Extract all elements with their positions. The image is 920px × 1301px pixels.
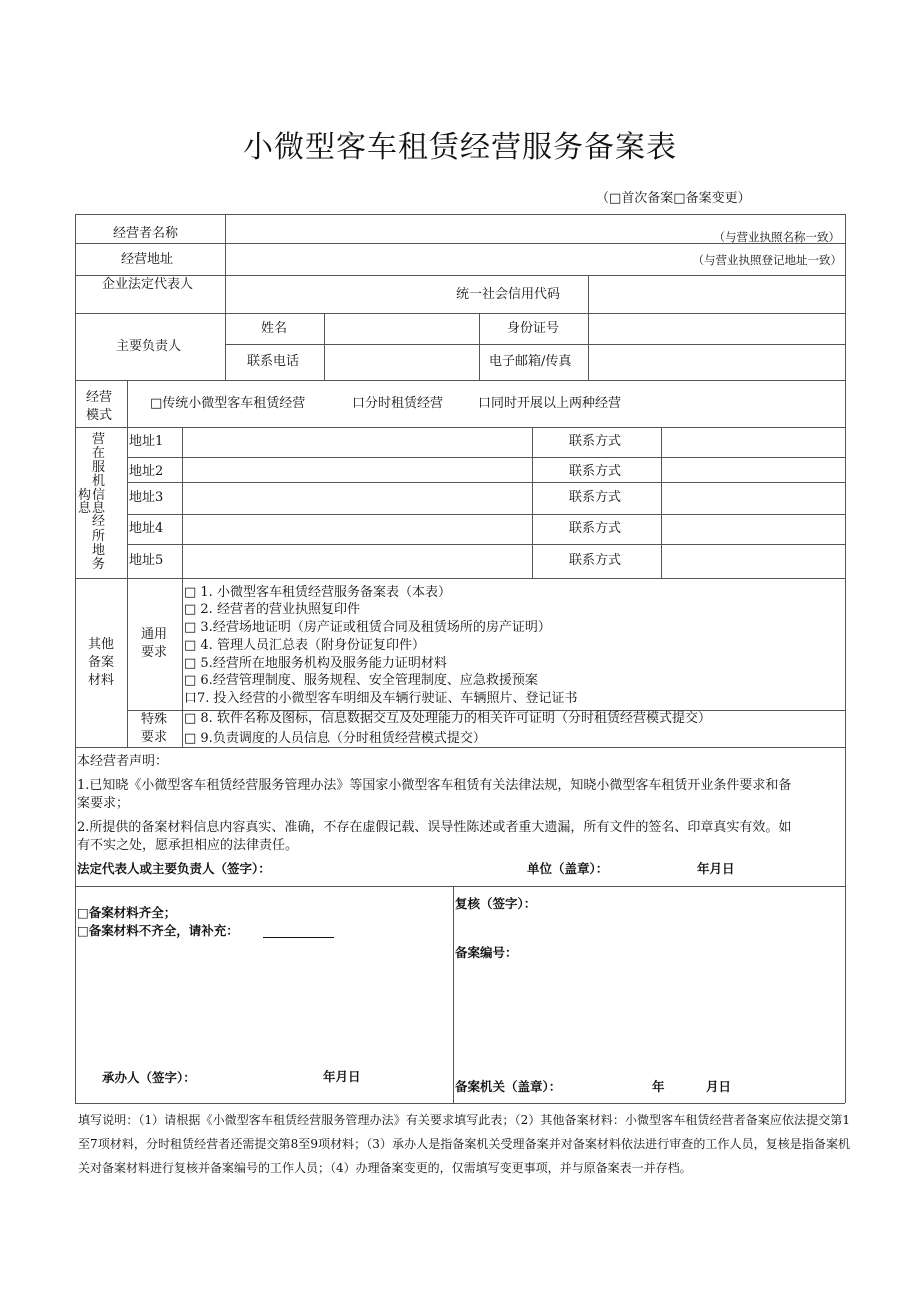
material-item-2[interactable]: □ 2. 经营者的营业执照复印件 xyxy=(184,602,360,617)
material-item-5[interactable]: □ 5.经营所在地服务机构及服务能力证明材料 xyxy=(184,656,447,671)
address-1-label: 地址1 xyxy=(129,434,164,449)
material-item-9[interactable]: □ 9.负责调度的人员信息（分时租赁经营模式提交） xyxy=(184,731,486,746)
principal-id-label: 身份证号 xyxy=(507,321,560,336)
checker-label: 复核（签字）： xyxy=(455,896,537,911)
page-title: 小微型客车租赁经营服务备案表 xyxy=(243,130,677,165)
contact-2-label: 联系方式 xyxy=(569,464,622,479)
handler-date: 年月日 xyxy=(323,1069,361,1084)
authority-label: 备案机关（盖章）： xyxy=(455,1079,562,1094)
principal-name-label: 姓名 xyxy=(261,321,288,336)
principal-label: 主要负责人 xyxy=(116,339,182,354)
label-char: 机 xyxy=(92,474,106,489)
credit-code-label: 统一社会信用代码 xyxy=(456,287,561,302)
operator-address-note: （与营业执照登记地址一致） xyxy=(692,253,842,267)
label-char: 服 xyxy=(92,460,106,475)
authority-year: 年 xyxy=(652,1079,665,1094)
materials-label-2: 备案 xyxy=(88,655,115,670)
materials-label: 其他 xyxy=(88,637,115,652)
date-label: 年月日 xyxy=(697,861,735,876)
declaration-line: 2.所提供的备案材料信息内容真实、准确，不存在虚假记载、误导性陈述或者重大遗漏，所有文件的签名、印章真实有效。如 xyxy=(77,820,792,835)
declaration-line: 1.已知晓《小微型客车租赁经营服务管理办法》等国家小微型客车租赁有关法律法规，知晓小微型客车租赁开业条件要求和备 xyxy=(77,778,792,793)
material-item-7[interactable]: 口7. 投入经营的小微型客车明细及车辆行驶证、车辆照片、登记证书 xyxy=(184,691,578,706)
operator-name-note: （与营业执照名称一致） xyxy=(713,230,840,244)
contact-5-label: 联系方式 xyxy=(569,553,622,568)
label-char: 经 xyxy=(92,514,106,529)
material-item-6[interactable]: □ 6.经营管理制度、服务规程、安全管理制度、应急救援预案 xyxy=(184,673,538,688)
label-char: 所 xyxy=(92,529,106,544)
material-item-3[interactable]: □ 3.经营场地证明（房产证或租赁合同及租赁场所的房产证明） xyxy=(184,620,551,635)
declaration-heading: 本经营者声明： xyxy=(77,754,169,769)
principal-email-label: 电子邮箱/传真 xyxy=(489,354,572,369)
filling-instructions: 填写说明：（1）请根据《小微型客车租赁经营服务管理办法》有关要求填写此表；（2）其他备案材料：小微型客车租赁经营者备案应依法提交第1至7项材料，分时租赁经营者还需提交第8至9项材料；（3）承办人是指备案机关受理备案并对备案材料依法进行审查的工作人员，复核是指备案机关对备案材料进行复核并备案编号的工作人员；（4）办理备案变更的，仅需填写变更事项，并与原备案表一并存档。 xyxy=(78,1113,850,1175)
contact-1-label: 联系方式 xyxy=(569,434,622,449)
material-item-4[interactable]: □ 4. 管理人员汇总表（附身份证复印件） xyxy=(184,638,425,653)
filing-number-label: 备案编号： xyxy=(455,945,518,960)
materials-label-3: 材料 xyxy=(88,673,115,688)
handler-label: 承办人（签字）： xyxy=(102,1070,196,1085)
authority-monthday: 月日 xyxy=(706,1079,732,1094)
label-char: 营 xyxy=(92,432,106,447)
operator-address-label: 经营地址 xyxy=(121,252,174,267)
supplement-blank[interactable] xyxy=(263,937,334,938)
general-req-label: 通用 xyxy=(141,627,168,642)
operator-name-label: 经营者名称 xyxy=(113,226,179,241)
label-char: 地 xyxy=(92,543,106,558)
materials-incomplete-checkbox[interactable]: □备案材料不齐全，请补充： xyxy=(77,923,239,938)
signature-label: 法定代表人或主要负责人（签字）： xyxy=(77,861,271,876)
label-char: 在 xyxy=(92,446,106,461)
address-4-label: 地址4 xyxy=(129,521,164,536)
label-char: 务 xyxy=(92,557,106,572)
mode-label-2: 模式 xyxy=(86,408,113,423)
legal-rep-label: 企业法定代表人 xyxy=(102,277,194,292)
general-req-label-2: 要求 xyxy=(141,645,168,660)
address-3-label: 地址3 xyxy=(129,490,164,505)
address-2-label: 地址2 xyxy=(129,464,164,479)
label-char: 构 xyxy=(78,488,92,503)
declaration-line: 有不实之处，愿承担相应的法律责任。 xyxy=(77,838,299,853)
declaration-line: 案要求； xyxy=(77,796,130,811)
mode-option-timeshare[interactable]: 口分时租赁经营 xyxy=(352,396,444,411)
principal-phone-label: 联系电话 xyxy=(247,354,300,369)
contact-4-label: 联系方式 xyxy=(569,521,622,536)
special-req-label-2: 要求 xyxy=(141,730,168,745)
mode-option-traditional[interactable]: □传统小微型客车租赁经营 xyxy=(150,396,306,411)
mode-label: 经营 xyxy=(86,390,113,405)
seal-label: 单位（盖章）： xyxy=(527,861,609,876)
special-req-label: 特殊 xyxy=(141,712,168,727)
material-item-1[interactable]: □ 1. 小微型客车租赁经营服务备案表（本表） xyxy=(184,585,451,600)
materials-complete-checkbox[interactable]: □备案材料齐全； xyxy=(77,905,177,920)
label-char: 息 xyxy=(92,501,106,516)
mode-option-both[interactable]: 口同时开展以上两种经营 xyxy=(478,396,622,411)
contact-3-label: 联系方式 xyxy=(569,490,622,505)
label-char: 信 xyxy=(92,488,106,503)
address-5-label: 地址5 xyxy=(129,553,164,568)
label-char: 息 xyxy=(78,501,92,516)
material-item-8[interactable]: □ 8. 软件名称及图标，信息数据交互及处理能力的相关许可证明（分时租赁经营模式提交） xyxy=(184,711,711,726)
filing-type-checkboxes[interactable]: （□首次备案□备案变更） xyxy=(596,191,751,206)
